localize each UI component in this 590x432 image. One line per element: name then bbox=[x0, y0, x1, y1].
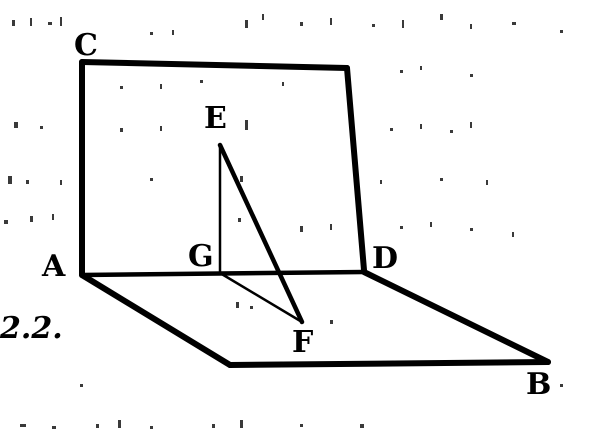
edge-C-top bbox=[82, 62, 347, 68]
edge-A-front bbox=[82, 275, 230, 365]
edge-D-upright bbox=[347, 68, 364, 270]
label-A: A bbox=[42, 249, 66, 284]
label-B: B bbox=[526, 367, 552, 402]
label-C: C bbox=[74, 28, 98, 63]
margin-reference: 2.2. bbox=[0, 311, 63, 346]
label-E: E bbox=[204, 101, 227, 136]
line-EF bbox=[220, 145, 302, 322]
edge-front-B bbox=[230, 362, 548, 365]
label-D: D bbox=[372, 241, 399, 276]
label-F: F bbox=[292, 325, 314, 360]
edge-DB bbox=[364, 272, 548, 362]
label-G: G bbox=[188, 239, 214, 274]
